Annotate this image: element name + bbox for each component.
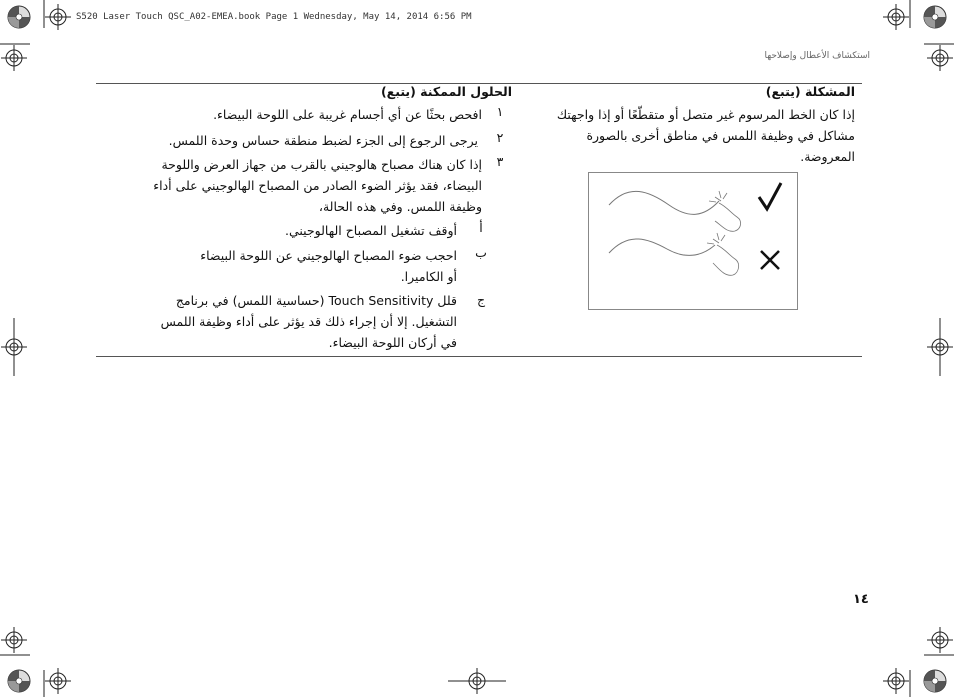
registration-mark-icon: [1, 627, 27, 653]
table-bottom-rule: [96, 356, 862, 357]
solutions-header: الحلول الممكنة (يتبع): [380, 84, 512, 99]
page-number: ١٤: [853, 592, 869, 607]
problem-text: [525, 104, 855, 167]
sub-item-letter: أ: [479, 220, 483, 235]
solution-number: ١: [496, 104, 504, 119]
problem-line: إذا كان الخط المرسوم غير متصل أو متقطّعًا أو إذا واجهتك: [556, 107, 855, 122]
cross-mark-icon: [761, 251, 779, 269]
registration-mark-icon: [883, 668, 909, 694]
registration-mark-icon: [927, 627, 953, 653]
problem-line: مشاكل في وظيفة اللمس في مناطق أخرى بالصورة: [586, 128, 855, 143]
book-header: S520 Laser Touch QSC_A02-EMEA.book Page 1 Wednesday, May 14, 2014 6:56 PM: [76, 12, 472, 22]
color-wheel-icon: [8, 670, 30, 692]
sub-item-text: احجب ضوء المصباح الهالوجيني عن اللوحة البيضاء أو الكاميرا.: [200, 248, 457, 284]
sub-item-text: قلل Touch Sensitivity (حساسية اللمس) في برنامج التشغيل. إلا أن إجراء ذلك قد يؤثر على أداء وظيفة اللمس في أركان اللوحة البيضاء.: [160, 293, 457, 350]
problem-line: المعروضة.: [800, 149, 855, 164]
registration-mark-icon: [883, 4, 909, 30]
registration-mark-icon: [1, 45, 27, 71]
running-head: استكشاف الأعطال وإصلاحها: [764, 51, 870, 61]
color-wheel-icon: [8, 6, 30, 28]
solution-text: افحص بحثًا عن أي أجسام غريبة على اللوحة البيضاء.: [213, 107, 482, 122]
solution-text: يرجى الرجوع إلى الجزء لضبط منطقة حساس وحدة اللمس.: [168, 133, 478, 148]
solution-number: ٢: [496, 130, 504, 145]
sub-item-letter: ب: [475, 245, 487, 260]
solution-number: ٣: [496, 154, 504, 169]
sub-item-text: أوقف تشغيل المصباح الهالوجيني.: [284, 223, 457, 238]
color-wheel-icon: [924, 670, 946, 692]
touch-illustration: [588, 172, 798, 310]
registration-mark-icon: [45, 668, 71, 694]
registration-mark-icon: [927, 45, 953, 71]
check-mark-icon: [759, 183, 781, 209]
solution-text: إذا كان هناك مصباح هالوجيني بالقرب من جهاز العرض واللوحة البيضاء، فقد يؤثر الضوء الصادر من المصباح الهالوجيني على أداء وظيفة اللمس. وفي هذه الحالة،: [153, 157, 482, 214]
registration-mark-icon: [45, 4, 71, 30]
sub-item-letter: ج: [476, 292, 486, 307]
color-wheel-icon: [924, 6, 946, 28]
problem-header: المشكلة (يتبع): [765, 84, 855, 99]
